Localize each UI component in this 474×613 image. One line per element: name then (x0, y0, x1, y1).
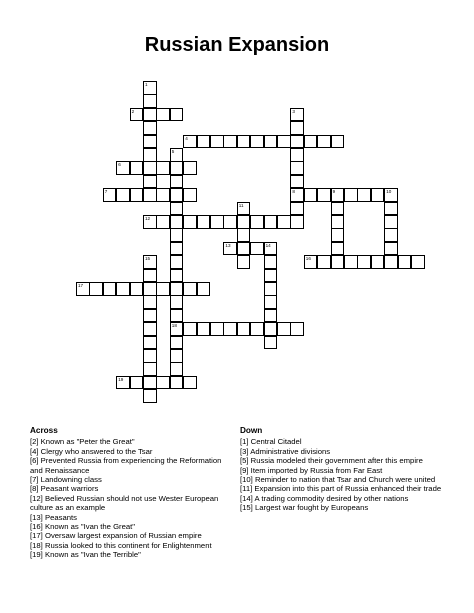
clue-number: 15 (145, 256, 151, 262)
grid-cell[interactable] (210, 322, 224, 336)
grid-cell[interactable] (223, 322, 237, 336)
down-clue: [3] Administrative divisions (240, 446, 331, 456)
grid-cell[interactable] (317, 188, 331, 202)
grid-cell[interactable] (170, 215, 184, 229)
clue-number: 11 (238, 202, 244, 208)
across-clue: [16] Known as "Ivan the Great" (30, 522, 136, 532)
grid-cell[interactable] (264, 336, 278, 350)
grid-cell-2[interactable] (130, 108, 144, 122)
grid-cell[interactable] (304, 135, 318, 149)
down-heading: Down (240, 426, 263, 435)
grid-cell[interactable] (398, 255, 412, 269)
grid-cell[interactable] (290, 175, 304, 189)
grid-cell[interactable] (331, 135, 345, 149)
grid-cell[interactable] (156, 215, 170, 229)
down-clue: [15] Largest war fought by Europeans (240, 503, 369, 513)
grid-cell[interactable] (290, 135, 304, 149)
grid-cell[interactable] (183, 161, 197, 175)
grid-cell[interactable] (331, 202, 345, 216)
grid-cell[interactable] (143, 295, 157, 309)
grid-cell[interactable] (130, 376, 144, 390)
across-clue: [8] Peasant warriors (30, 484, 99, 494)
grid-cell[interactable] (371, 188, 385, 202)
grid-cell-13[interactable] (223, 242, 237, 256)
clue-number: 8 (292, 189, 295, 195)
grid-cell[interactable] (290, 215, 304, 229)
grid-cell[interactable] (197, 322, 211, 336)
grid-cell-9[interactable] (331, 188, 345, 202)
grid-cell[interactable] (357, 255, 371, 269)
grid-cell[interactable] (143, 362, 157, 376)
grid-cell[interactable] (170, 255, 184, 269)
grid-cell[interactable] (197, 282, 211, 296)
grid-cell-1[interactable] (143, 81, 157, 95)
grid-cell[interactable] (344, 255, 358, 269)
grid-cell-12[interactable] (143, 215, 157, 229)
grid-cell-4[interactable] (183, 135, 197, 149)
grid-cell[interactable] (210, 215, 224, 229)
grid-cell[interactable] (317, 255, 331, 269)
grid-cell[interactable] (183, 376, 197, 390)
clue-number: 3 (292, 108, 295, 114)
grid-cell[interactable] (264, 215, 278, 229)
grid-cell[interactable] (170, 362, 184, 376)
grid-cell[interactable] (210, 135, 224, 149)
grid-cell[interactable] (103, 282, 117, 296)
grid-cell[interactable] (143, 389, 157, 403)
clue-number: 4 (185, 135, 188, 141)
clue-number: 7 (104, 189, 108, 195)
grid-cell[interactable] (197, 215, 211, 229)
grid-cell[interactable] (156, 161, 170, 175)
grid-cell[interactable] (156, 188, 170, 202)
grid-cell[interactable] (223, 135, 237, 149)
grid-cell[interactable] (183, 215, 197, 229)
clue-number: 13 (225, 242, 231, 248)
clue-number: 1 (145, 82, 148, 87)
grid-cell[interactable] (170, 295, 184, 309)
grid-cell[interactable] (183, 188, 197, 202)
grid-cell[interactable] (331, 255, 345, 269)
puzzle-title: Russian Expansion (144, 34, 330, 56)
clue-number: 6 (118, 162, 121, 168)
clue-number: 16 (305, 256, 311, 262)
across-clues (30, 426, 222, 560)
grid-cell-18[interactable] (170, 322, 184, 336)
grid-cell[interactable] (170, 376, 184, 390)
grid-cell[interactable] (264, 282, 278, 296)
grid-cell[interactable] (411, 255, 425, 269)
across-clue: [12] Believed Russian should not use Wester European culture as an example (30, 493, 219, 513)
grid-cell[interactable] (264, 322, 278, 336)
grid-cell[interactable] (331, 242, 345, 256)
down-clue: [10] Reminder to nation that Tsar and Church were united (240, 475, 436, 485)
grid-cell[interactable] (384, 242, 398, 256)
grid-cell-14[interactable] (264, 242, 278, 256)
grid-cell[interactable] (250, 322, 264, 336)
grid-cell[interactable] (250, 242, 264, 256)
grid-cell[interactable] (371, 255, 385, 269)
grid-cell[interactable] (277, 322, 291, 336)
grid-cell[interactable] (223, 215, 237, 229)
grid-cell-15[interactable] (143, 255, 157, 269)
grid-cell[interactable] (331, 215, 345, 229)
grid-cell[interactable] (143, 135, 157, 149)
grid-cell[interactable] (384, 255, 398, 269)
grid-cell[interactable] (183, 282, 197, 296)
grid-cell[interactable] (197, 135, 211, 149)
across-clue-list (30, 437, 222, 559)
grid-cell[interactable] (290, 202, 304, 216)
grid-cell[interactable] (237, 255, 251, 269)
grid-cell[interactable] (237, 135, 251, 149)
clue-number: 19 (118, 376, 124, 382)
grid-cell-3[interactable] (290, 108, 304, 122)
grid-cell[interactable] (237, 322, 251, 336)
grid-cell[interactable] (183, 322, 197, 336)
down-clue: [11] Expansion into this part of Russia enhanced their trade (240, 484, 442, 494)
grid-cell-10[interactable] (384, 188, 398, 202)
grid-cell[interactable] (156, 108, 170, 122)
grid-cell-11[interactable] (237, 202, 251, 216)
grid-cell[interactable] (89, 282, 103, 296)
grid-cell[interactable] (290, 148, 304, 162)
grid-cell[interactable] (156, 376, 170, 390)
clue-number: 17 (78, 283, 84, 288)
grid-cell[interactable] (384, 215, 398, 229)
grid-cell-5[interactable] (170, 148, 184, 162)
grid-cell[interactable] (264, 255, 278, 269)
grid-cell[interactable] (170, 309, 184, 323)
grid-cell[interactable] (143, 161, 157, 175)
grid-cell[interactable] (250, 135, 264, 149)
clue-number: 10 (386, 189, 392, 195)
grid-cell[interactable] (143, 188, 157, 202)
clue-number: 18 (171, 323, 177, 329)
grid-cell[interactable] (277, 215, 291, 229)
grid-cell[interactable] (130, 188, 144, 202)
grid-cell[interactable] (170, 202, 184, 216)
grid-cell[interactable] (143, 148, 157, 162)
across-clue: [2] Known as "Peter the Great" (30, 437, 135, 447)
grid-cell[interactable] (237, 215, 251, 229)
down-clue: [5] Russia modeled their government after this empire (240, 456, 423, 466)
clue-number: 14 (265, 242, 271, 248)
grid-cell[interactable] (143, 269, 157, 283)
grid-cell[interactable] (143, 282, 157, 296)
grid-cell[interactable] (250, 215, 264, 229)
grid-cell[interactable] (170, 108, 184, 122)
grid-cell[interactable] (237, 228, 251, 242)
grid-cell[interactable] (130, 282, 144, 296)
grid-cell[interactable] (290, 322, 304, 336)
grid-cell[interactable] (143, 121, 157, 135)
grid-cell[interactable] (331, 228, 345, 242)
grid-cell[interactable] (290, 161, 304, 175)
grid-cell[interactable] (143, 175, 157, 189)
clue-number: 2 (131, 108, 135, 114)
clue-number: 12 (145, 216, 151, 221)
across-clue: [17] Oversaw largest expansion of Russian empire (30, 531, 202, 541)
grid-cell[interactable] (156, 282, 170, 296)
grid-cell[interactable] (116, 282, 130, 296)
grid-cell[interactable] (170, 188, 184, 202)
down-clues (240, 426, 455, 513)
grid-cell[interactable] (237, 242, 251, 256)
grid-cell[interactable] (384, 228, 398, 242)
grid-cell[interactable] (264, 295, 278, 309)
down-clue: [1] Central Citadel (240, 437, 302, 447)
grid-cell[interactable] (143, 108, 157, 122)
across-clue: [13] Peasants (30, 512, 78, 522)
grid-cell-6[interactable] (116, 161, 130, 175)
grid-cell[interactable] (143, 322, 157, 336)
down-clue-list (240, 437, 455, 512)
grid-cell-17[interactable] (76, 282, 90, 296)
grid-cell[interactable] (344, 188, 358, 202)
grid-cell[interactable] (143, 94, 157, 108)
grid-cell[interactable] (170, 161, 184, 175)
down-clue: [9] Item imported by Russia from Far East (240, 465, 383, 475)
grid-cell[interactable] (170, 349, 184, 363)
grid-cell[interactable] (264, 309, 278, 323)
grid-cell[interactable] (317, 135, 331, 149)
grid-cell[interactable] (357, 188, 371, 202)
grid-cell[interactable] (384, 202, 398, 216)
grid-cell[interactable] (143, 376, 157, 390)
grid-cell[interactable] (170, 175, 184, 189)
across-clue: [18] Russia looked to this continent for Enlightenment (30, 540, 212, 550)
grid-cell-8[interactable] (290, 188, 304, 202)
grid-cell[interactable] (264, 135, 278, 149)
grid-cell-16[interactable] (304, 255, 318, 269)
across-heading: Across (30, 426, 58, 435)
grid-cell[interactable] (304, 188, 318, 202)
clue-number: 9 (332, 189, 336, 195)
grid-cell[interactable] (170, 228, 184, 242)
clue-number: 5 (171, 149, 175, 154)
grid-cell[interactable] (143, 336, 157, 350)
across-clue: [4] Clergy who answered to the Tsar (30, 446, 153, 456)
grid-cell[interactable] (116, 188, 130, 202)
grid-cell[interactable] (277, 135, 291, 149)
grid-cell[interactable] (264, 269, 278, 283)
down-clue: [14] A trading commodity desired by other nations (240, 493, 409, 503)
grid-cell[interactable] (143, 309, 157, 323)
grid-cell[interactable] (170, 242, 184, 256)
across-clue: [19] Known as "Ivan the Terrible" (30, 550, 141, 560)
grid-cell[interactable] (290, 121, 304, 135)
grid-cell[interactable] (170, 269, 184, 283)
grid-cell[interactable] (143, 349, 157, 363)
grid-cell[interactable] (130, 161, 144, 175)
across-clue: [7] Landowning class (30, 475, 102, 485)
grid-cell-7[interactable] (103, 188, 117, 202)
across-clue: [6] Prevented Russia from experiencing the Reformation and Renaissance (30, 456, 222, 475)
grid-cell-19[interactable] (116, 376, 130, 390)
grid-cell[interactable] (170, 336, 184, 350)
grid-cell[interactable] (170, 282, 184, 296)
